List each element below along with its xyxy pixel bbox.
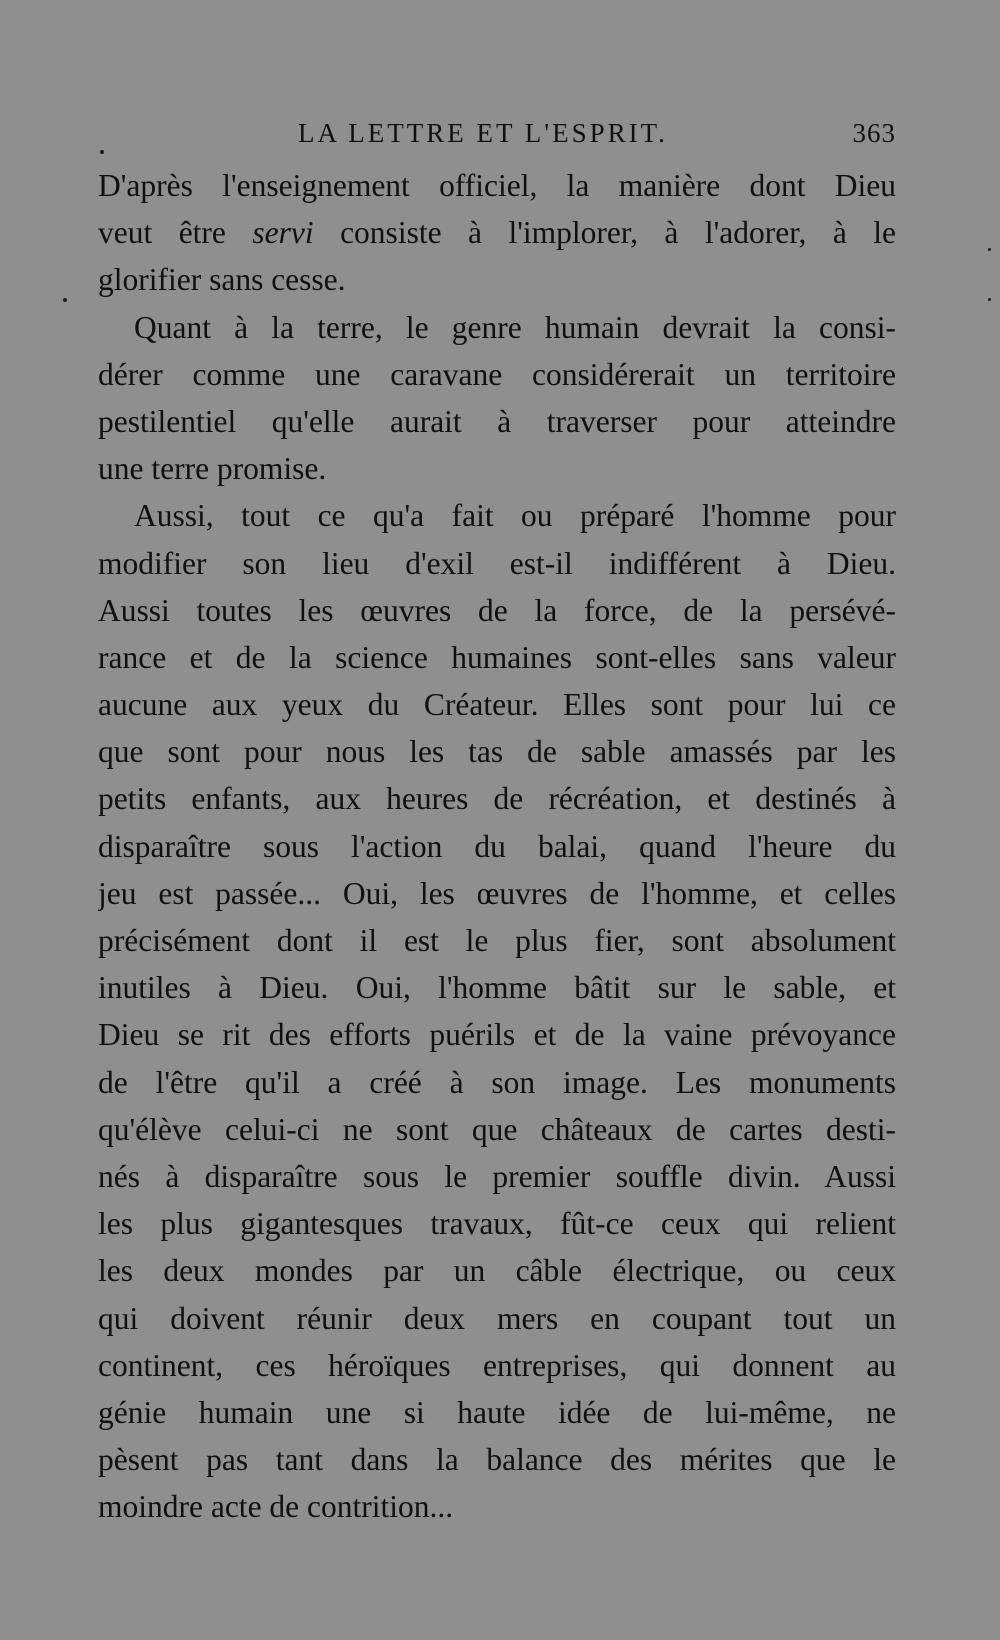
text-fragment: veut être — [98, 215, 253, 251]
text-line: jeu est passée... Oui, les œuvres de l'homme, et celles — [98, 875, 896, 911]
text-line: qu'élève celui-ci ne sont que châteaux de cartes desti- — [98, 1111, 896, 1147]
text-fragment: consiste à l'implorer, à l'adorer, à le — [313, 215, 896, 251]
text-line: une terre promise. — [98, 451, 327, 487]
text-line: dérer comme une caravane considérerait un territoire — [98, 356, 896, 392]
ink-speck — [988, 298, 991, 301]
text-line: que sont pour nous les tas de sable amassés par les — [98, 734, 896, 770]
ink-speck — [988, 248, 991, 251]
text-line: rance et de la science humaines sont-elles sans valeur — [98, 639, 896, 675]
text-line: D'après l'enseignement officiel, la manière dont Dieu — [98, 168, 896, 203]
text-line: Aussi toutes les œuvres de la force, de la persévé- — [98, 592, 896, 628]
text-line: Aussi, tout ce qu'a fait ou préparé l'homme pour — [134, 498, 896, 534]
emphasis-text: servi — [252, 215, 314, 251]
text-line: Dieu se rit des efforts puérils et de la vaine prévoyance — [98, 1017, 896, 1053]
text-line: les plus gigantesques travaux, fût-ce ceux qui relient — [98, 1206, 896, 1242]
body-text — [98, 162, 896, 1530]
text-line: aucune aux yeux du Créateur. Elles sont pour lui ce — [98, 687, 896, 723]
text-line: nés à disparaître sous le premier souffle divin. Aussi — [98, 1158, 896, 1194]
text-line: Quant à la terre, le genre humain devrait la consi- — [134, 309, 896, 345]
text-line: continent, ces héroïques entreprises, qui donnent au — [98, 1347, 896, 1383]
page-number: 363 — [852, 118, 896, 148]
text-line — [98, 209, 896, 256]
text-line: petits enfants, aux heures de récréation, et destinés à — [98, 781, 896, 817]
text-line: inutiles à Dieu. Oui, l'homme bâtit sur le sable, et — [98, 970, 896, 1006]
text-line: glorifier sans cesse. — [98, 262, 346, 298]
text-line: modifier son lieu d'exil est-il indifférent à Dieu. — [98, 545, 896, 581]
text-line: qui doivent réunir deux mers en coupant tout un — [98, 1300, 896, 1336]
text-line: pèsent pas tant dans la balance des mérites que le — [98, 1442, 896, 1478]
text-line: disparaître sous l'action du balai, quand l'heure du — [98, 828, 896, 864]
text-line: génie humain une si haute idée de lui-même, ne — [98, 1394, 896, 1430]
text-line: précisément dont il est le plus fier, sont absolument — [98, 923, 896, 958]
text-line: les deux mondes par un câble électrique, ou ceux — [98, 1253, 896, 1289]
text-line: pestilentiel qu'elle aurait à traverser pour atteindre — [98, 403, 896, 439]
text-line: de l'être qu'il a créé à son image. Les monuments — [98, 1064, 896, 1100]
text-line: moindre acte de contrition... — [98, 1489, 454, 1525]
running-title: LA LETTRE ET L'ESPRIT. — [298, 118, 668, 148]
ink-speck — [100, 150, 104, 154]
page-header — [98, 118, 896, 152]
ink-speck — [63, 298, 67, 302]
